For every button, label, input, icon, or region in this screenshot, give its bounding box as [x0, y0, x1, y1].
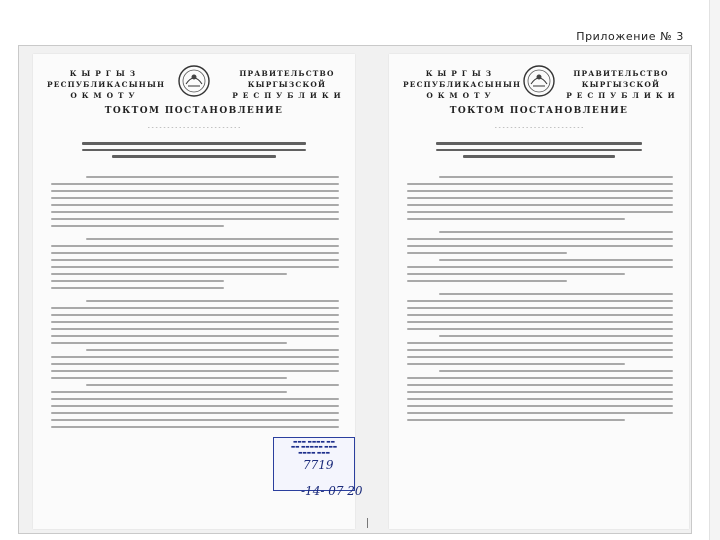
scanned-document-image: [18, 45, 692, 534]
right-header-russian: ПРАВИТЕЛЬСТВО КЫРГЫЗСКОЙ Р Е С П У Б Л И К И: [566, 69, 676, 100]
left-page-heading-lines: [57, 142, 331, 162]
appendix-caption: Приложение № 3: [576, 30, 684, 43]
right-page-heading-lines: [413, 142, 665, 162]
right-page-body-text: [407, 176, 673, 426]
registration-stamp: ▬▬▬ ▬▬▬▬ ▬▬ ▬▬ ▬▬▬▬▬ ▬▬▬ ▬▬▬▬ ▬▬▬: [273, 437, 355, 491]
right-page-title: ТОКТОМ ПОСТАНОВЛЕНИЕ: [449, 106, 629, 116]
left-header-kyrgyz: К Ы Р Г Ы З РЕСПУБЛИКАСЫНЫН О К М О Т У: [47, 69, 166, 100]
right-header-kyrgyz: К Ы Р Г Ы З РЕСПУБЛИКАСЫНЫН О К М О Т У: [403, 69, 522, 100]
stamp-registration-number: 7719: [303, 458, 334, 472]
page-mark: [367, 518, 368, 528]
left-page-date-line: - - - - - - - - - - - - - - - - - - - - - - - -: [147, 124, 241, 131]
right-page-date-line: - - - - - - - - - - - - - - - - - - - - - - -: [494, 124, 584, 131]
state-emblem-icon: [177, 64, 211, 98]
stamp-registration-date: -14- 07 20: [301, 484, 363, 498]
right-decree-page: [389, 54, 689, 529]
left-header-russian: ПРАВИТЕЛЬСТВО КЫРГЫЗСКОЙ Р Е С П У Б Л И К И: [232, 69, 342, 100]
left-page-body-text: [51, 176, 339, 433]
slide-edge: [709, 0, 720, 540]
state-emblem-icon: [522, 64, 556, 98]
left-page-title: ТОКТОМ ПОСТАНОВЛЕНИЕ: [104, 106, 284, 116]
